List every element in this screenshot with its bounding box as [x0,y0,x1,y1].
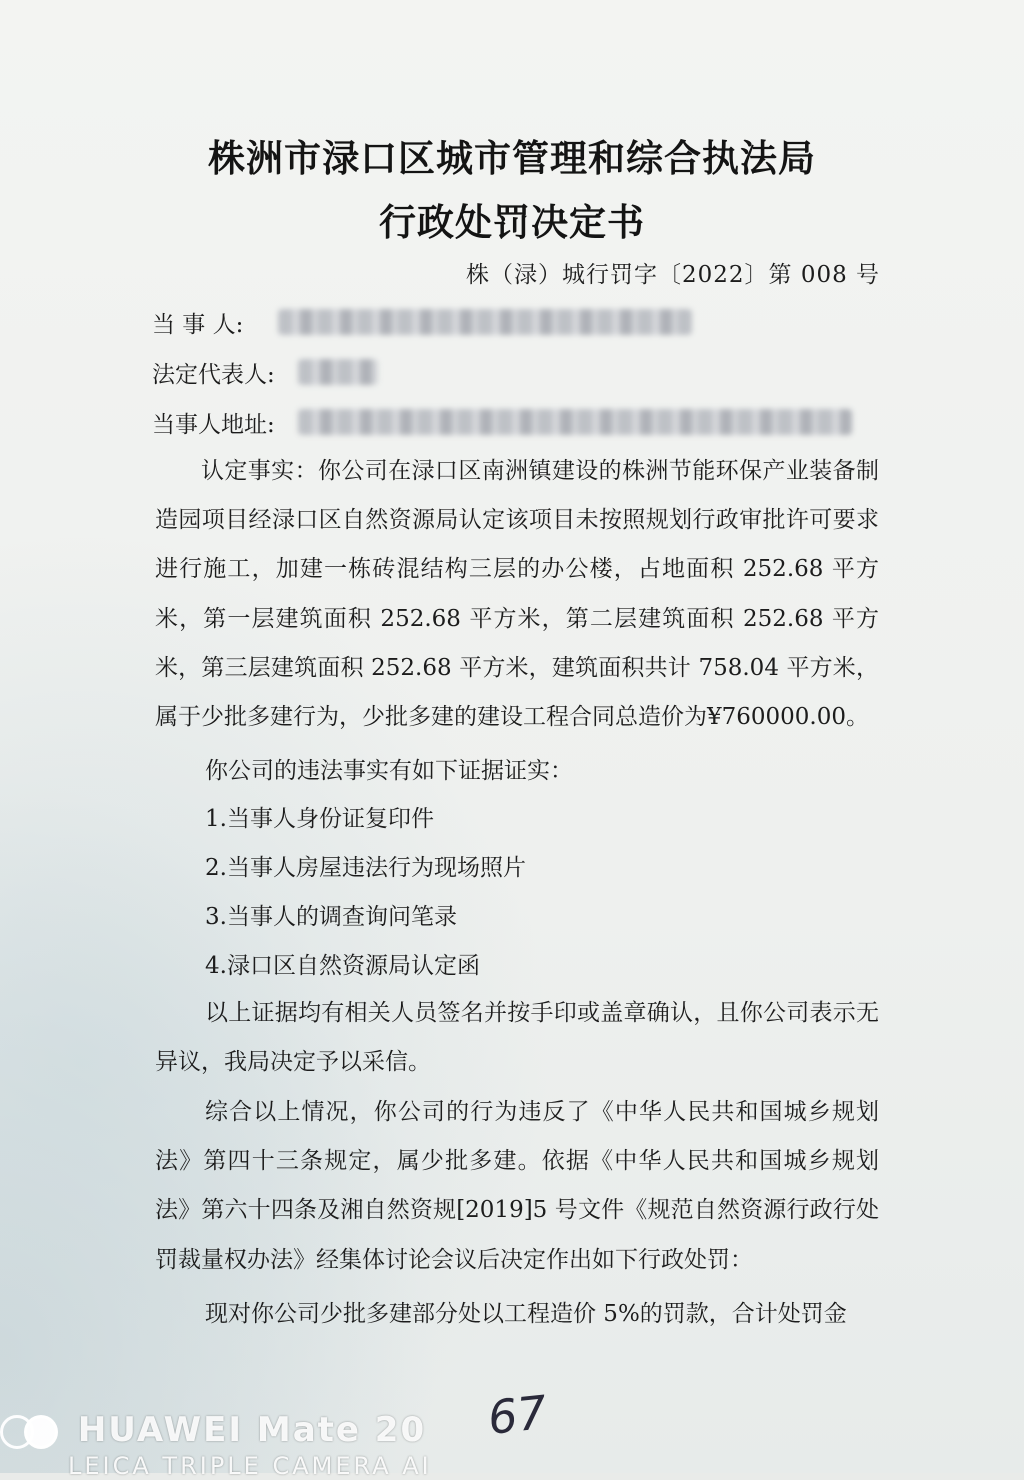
camera-watermark [0,1410,426,1450]
party-redacted [278,309,692,335]
camera-watermark-lens: LEICA TRIPLE CAMERA AI [68,1452,432,1480]
document-title-type: 行政处罚决定书 [379,200,645,244]
legal-rep-label: 法定代表人: [152,362,275,388]
page-number-handwritten: 67 [485,1385,550,1445]
watermark-dot-icon [24,1415,58,1449]
document-number: 株（渌）城行罚字〔2022〕第 008 号 [466,262,881,288]
camera-watermark-model: HUAWEI Mate 20 [77,1410,427,1450]
legal-basis-paragraph: 综合以上情况，你公司的行为违反了《中华人民共和国城乡规划法》第四十三条规定，属少批多建。依据《中华人民共和国城乡规划法》第六十四条及湘自然资规[2019]5 号文件《规范自然资源行政行处罚裁量权办法》经集体讨论会议后决定作出如下行政处罚： [155,1099,879,1273]
legal-rep-field [152,356,275,389]
party-field [152,306,243,339]
penalty-line: 现对你公司少批多建部分处以工程造价 5%的罚款，合计处罚金 [205,1301,847,1327]
findings-paragraph: 认定事实：你公司在渌口区南洲镇建设的株洲节能环保产业装备制造园项目经渌口区自然资源局认定该项目未按照规划行政审批许可要求进行施工，加建一栋砖混结构三层的办公楼，占地面积 252.68 平方米，第一层建筑面积 252.68 平方米，第二层建筑面积 252.68 平方米，第三层建筑面积 252.68 平方米，建筑面积共计 758.04 平方米，属于少批多建行为，少批多建的建设工程合同总造价为¥760000.00。 [155,458,879,731]
evidence-item: 3.当事人的调查询问笔录 [205,904,457,930]
document-title-agency: 株洲市渌口区城市管理和综合执法局 [208,136,816,180]
address-field [152,406,275,439]
address-redacted [298,409,852,435]
legal-rep-redacted [298,359,378,385]
camera-watermark-sub [0,1452,432,1480]
party-label: 当 事 人: [152,312,244,338]
evidence-item: 4.渌口区自然资源局认定函 [205,953,480,979]
address-label: 当事人地址: [152,412,275,438]
evidence-item: 1.当事人身份证复印件 [205,806,434,832]
evidence-intro: 你公司的违法事实有如下证据证实： [205,758,573,784]
evidence-conclusion-paragraph: 以上证据均有相关人员签名并按手印或盖章确认，且你公司表示无异议，我局决定予以采信。 [155,1000,879,1076]
evidence-item: 2.当事人房屋违法行为现场照片 [205,855,526,881]
